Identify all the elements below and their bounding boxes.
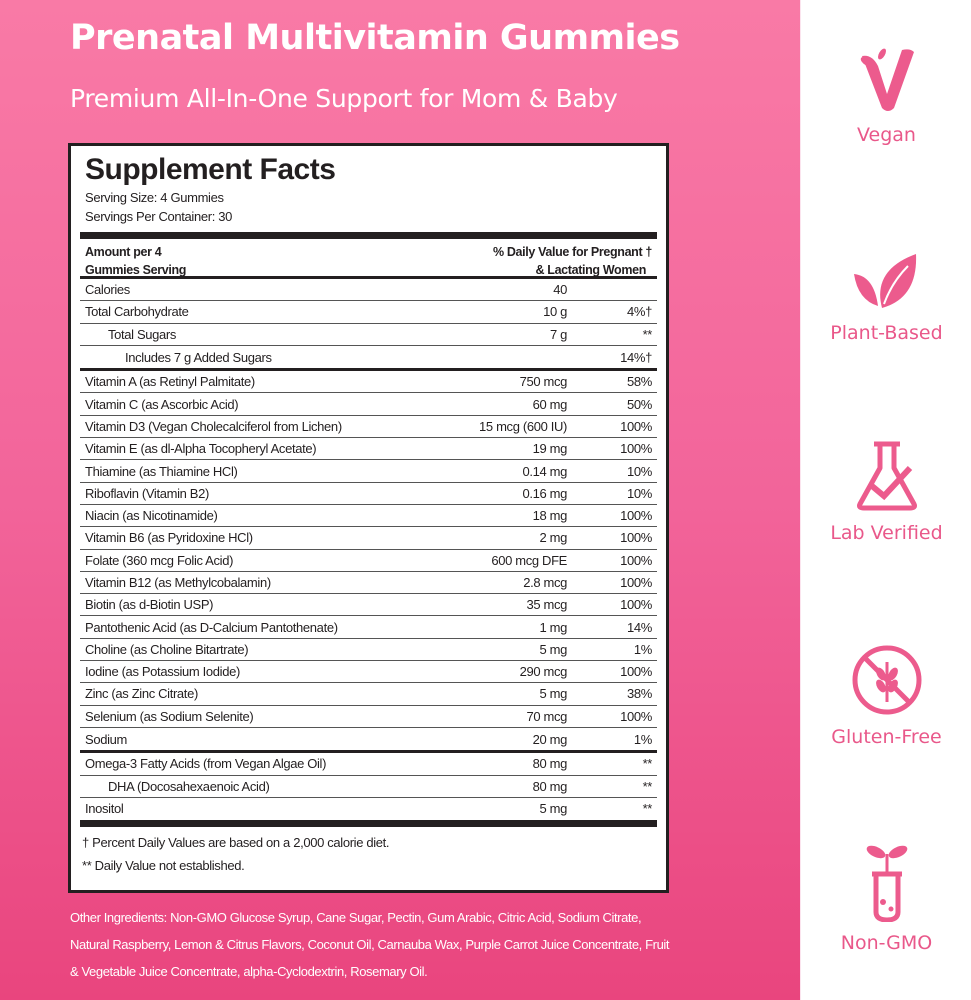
nutrient-amount: 2.8 mcg [523,575,567,590]
servings-per-container: Servings Per Container: 30 [85,209,232,224]
supplement-facts-panel [68,143,669,893]
nutrient-daily-value: 10% [627,463,652,479]
nutrient-amount: 19 mg [532,441,567,457]
badge-label: Plant-Based [830,322,943,344]
nutrient-name: Total Carbohydrate [85,304,189,320]
column-header [80,239,657,276]
nutrient-name: Vitamin B12 (as Methylcobalamin) [85,575,271,590]
vegan-v-icon [852,44,922,114]
nutrient-amount: 1 mg [539,619,567,635]
nutrient-row [80,483,657,505]
col-right-2: & Lactating Women [535,263,646,277]
col-left-2: Gummies Serving [85,263,187,277]
nutrient-name: Vitamin B6 (as Pyridoxine HCl) [85,530,253,546]
nutrient-daily-value: ** [642,778,652,794]
nutrient-amount: 7 g [549,326,567,342]
col-right-1: % Daily Value for Pregnant † [492,245,652,259]
nutrient-row [80,639,657,661]
nutrient-amount: 80 mg [532,756,567,772]
nutrient-row [80,683,657,705]
carb-group [80,279,657,368]
nutrient-row [80,550,657,572]
nutrient-daily-value: 100% [620,597,652,613]
nutrient-amount: 2 mg [539,530,567,546]
nutrient-amount: 290 mcg [519,664,567,680]
divider [80,820,657,827]
other-nutrient-group [80,753,657,820]
vitamin-group [80,371,657,750]
nutrient-name: DHA (Docosahexaenoic Acid) [108,778,270,794]
nutrient-name: Zinc (as Zinc Citrate) [85,686,198,702]
nutrient-name: Omega-3 Fatty Acids (from Vegan Algae Oil) [85,756,327,772]
nutrient-name: Includes 7 g Added Sugars [125,349,272,365]
badge-non-gmo [801,842,971,954]
nutrient-row [80,438,657,460]
footnote-dv: † Percent Daily Values are based on a 2,000 calorie diet. [82,835,390,851]
badge-column [800,0,971,1000]
nutrient-name: Pantothenic Acid (as D-Calcium Pantothenate) [85,619,338,635]
nutrient-row [80,371,657,393]
nutrient-daily-value: ** [642,326,652,342]
nutrient-row [80,505,657,527]
nutrient-daily-value: 4%† [627,304,652,320]
nutrient-amount: 5 mg [539,801,567,817]
nutrient-row [80,527,657,549]
nutrient-daily-value: 100% [620,575,652,590]
badge-label: Gluten-Free [831,726,942,748]
nutrient-daily-value: 14% [627,619,652,635]
nutrient-row [80,572,657,594]
nutrient-daily-value: 14%† [620,349,652,365]
nutrient-name: Biotin (as d-Biotin USP) [85,597,214,613]
no-wheat-icon [851,644,923,716]
badge-lab-verified [801,440,971,544]
nutrient-name: Inositol [85,801,124,817]
nutrient-amount: 20 mg [532,731,567,747]
nutrient-name: Thiamine (as Thiamine HCl) [85,463,238,479]
divider [80,232,657,239]
nutrient-name: Vitamin C (as Ascorbic Acid) [85,396,239,412]
nutrient-daily-value: 1% [633,641,652,657]
nutrient-daily-value: 10% [627,485,652,501]
nutrient-row [80,393,657,415]
nutrient-row [80,594,657,616]
nutrient-amount: 750 mcg [519,374,567,390]
nutrient-row [80,416,657,438]
nutrient-row [80,460,657,482]
nutrient-name: Riboflavin (Vitamin B2) [85,485,209,501]
badge-label: Non-GMO [840,932,933,954]
nutrient-daily-value: 100% [620,418,652,434]
nutrient-name: Total Sugars [108,326,177,342]
badge-label: Vegan [857,124,916,146]
nutrient-name: Calories [85,282,130,298]
footnote-not-established: ** Daily Value not established. [82,858,245,874]
product-title: Prenatal Multivitamin Gummies [70,18,680,58]
test-tube-sprout-icon [852,842,922,922]
nutrient-name: Vitamin A (as Retinyl Palmitate) [85,374,255,390]
badge-label: Lab Verified [830,522,943,544]
nutrient-name: Sodium [85,731,127,747]
nutrient-daily-value: 1% [633,731,652,747]
nutrient-row [80,279,657,301]
nutrient-amount: 35 mcg [526,597,567,613]
other-ingredients: Other Ingredients: Non-GMO Glucose Syrup, Cane Sugar, Pectin, Gum Arabic, Citric Acid, Sodium Citrate, Natural Raspberry, Lemon & Citrus Flavors, Coconut Oil, Carnauba Wax, Purple Carrot Juice Concentrate, Fruit & Vegetable Juice Concentrate, alpha-Cyclodextrin, Rosemary Oil. [70,910,670,979]
nutrient-row [80,776,657,798]
nutrient-daily-value: 50% [627,396,652,412]
nutrient-daily-value: 100% [620,552,652,568]
nutrient-amount: 600 mcg DFE [491,552,567,568]
nutrient-daily-value: ** [642,756,652,772]
nutrient-name: Folate (360 mcg Folic Acid) [85,552,234,568]
nutrient-row [80,706,657,728]
nutrient-row [80,301,657,323]
nutrient-daily-value: ** [642,801,652,817]
badge-vegan [801,44,971,146]
facts-title: Supplement Facts [85,153,336,186]
nutrient-row [80,324,657,346]
nutrient-name: Choline (as Choline Bitartrate) [85,641,249,657]
nutrient-name: Selenium (as Sodium Selenite) [85,708,254,724]
nutrient-amount: 5 mg [539,686,567,702]
serving-size: Serving Size: 4 Gummies [85,190,224,205]
col-left-1: Amount per 4 [85,245,162,259]
nutrient-row [80,728,657,750]
nutrient-amount: 0.16 mg [522,485,567,501]
nutrient-daily-value: 100% [620,664,652,680]
flask-check-icon [852,440,922,512]
nutrient-daily-value: 38% [627,686,652,702]
nutrient-amount: 80 mg [532,778,567,794]
nutrient-daily-value: 100% [620,508,652,524]
badge-plant-based [801,250,971,344]
nutrient-amount: 70 mcg [526,708,567,724]
nutrient-row [80,798,657,820]
nutrient-amount: 10 g [543,304,567,320]
leaves-icon [852,250,922,312]
nutrient-row [80,616,657,638]
nutrient-amount: 40 [553,282,567,298]
nutrient-row [80,753,657,775]
nutrient-daily-value: 100% [620,708,652,724]
nutrient-row [80,661,657,683]
nutrient-row [80,346,657,368]
nutrient-daily-value: 100% [620,441,652,457]
nutrient-name: Vitamin E (as dl-Alpha Tocopheryl Acetate) [85,441,317,457]
nutrient-amount: 60 mg [532,396,567,412]
product-subtitle: Premium All-In-One Support for Mom & Baby [70,84,618,113]
nutrient-amount: 15 mcg (600 IU) [479,418,567,434]
nutrient-amount: 0.14 mg [522,463,567,479]
nutrient-name: Vitamin D3 (Vegan Cholecalciferol from Lichen) [85,418,342,434]
nutrient-daily-value: 100% [620,530,652,546]
nutrient-amount: 18 mg [532,508,567,524]
nutrient-name: Niacin (as Nicotinamide) [85,508,218,524]
nutrient-daily-value: 58% [627,374,652,390]
badge-gluten-free [801,644,971,748]
nutrient-name: Iodine (as Potassium Iodide) [85,664,240,680]
nutrient-amount: 5 mg [539,641,567,657]
